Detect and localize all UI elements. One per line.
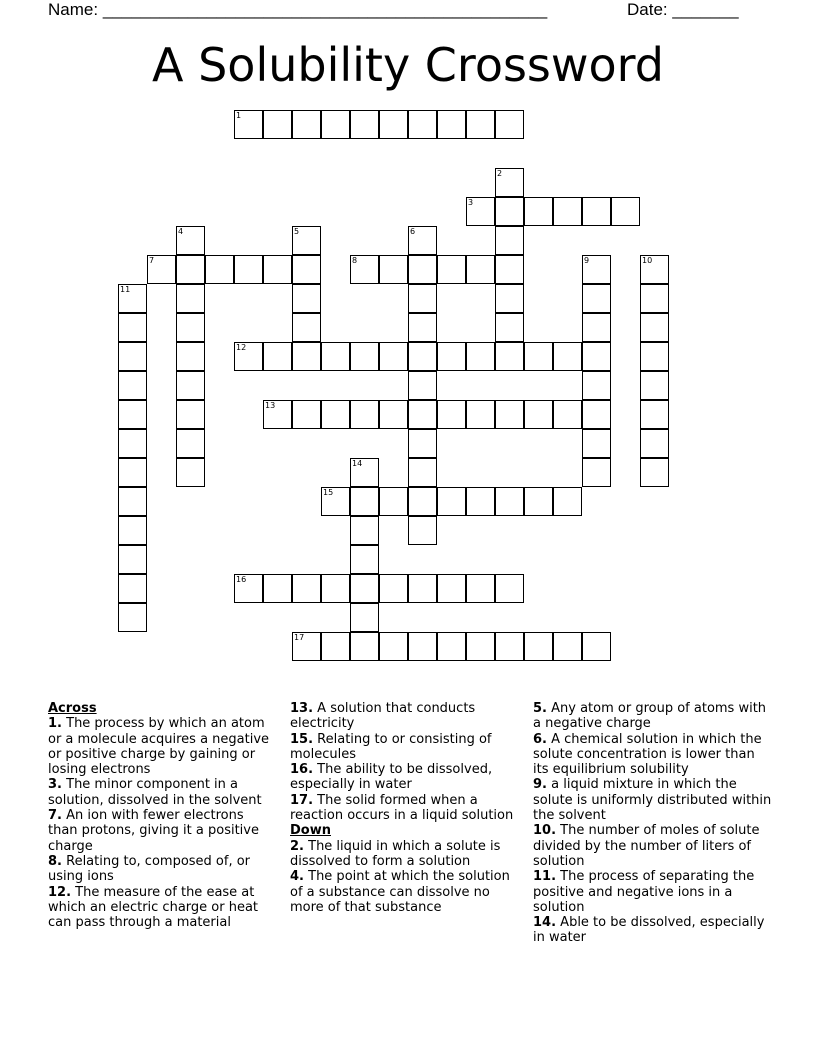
clue-down-10: 10. The number of moles of solute divided by the number of liters of solution bbox=[533, 823, 760, 869]
grid-cell[interactable] bbox=[495, 226, 524, 255]
grid-cell[interactable] bbox=[553, 342, 582, 371]
grid-cell[interactable] bbox=[495, 400, 524, 429]
grid-cell[interactable] bbox=[176, 255, 205, 284]
cell-number: 17 bbox=[294, 633, 305, 642]
grid-cell[interactable] bbox=[118, 400, 147, 429]
grid-cell[interactable] bbox=[350, 574, 379, 603]
grid-cell[interactable] bbox=[176, 400, 205, 429]
clue-down-9: 9. a liquid mixture in which the solute is uniformly distributed within the solvent bbox=[533, 777, 772, 824]
grid-cell[interactable] bbox=[176, 371, 205, 400]
grid-cell[interactable] bbox=[205, 255, 234, 284]
grid-cell[interactable] bbox=[408, 226, 437, 255]
cell-number: 3 bbox=[468, 198, 474, 207]
grid-cell[interactable] bbox=[350, 516, 379, 545]
grid-cell[interactable] bbox=[495, 168, 524, 197]
grid-cell[interactable] bbox=[495, 284, 524, 313]
grid-cell[interactable] bbox=[321, 400, 350, 429]
grid-cell[interactable] bbox=[118, 516, 147, 545]
grid-cell[interactable] bbox=[292, 313, 321, 342]
grid-cell[interactable] bbox=[553, 197, 582, 226]
grid-cell[interactable] bbox=[379, 342, 408, 371]
cell-number: 8 bbox=[352, 256, 358, 265]
grid-cell[interactable] bbox=[408, 487, 437, 516]
grid-cell[interactable] bbox=[118, 458, 147, 487]
grid-cell[interactable] bbox=[263, 400, 292, 429]
grid-cell[interactable] bbox=[350, 632, 379, 661]
grid-cell[interactable] bbox=[408, 284, 437, 313]
grid-cell[interactable] bbox=[408, 255, 437, 284]
grid-cell[interactable] bbox=[321, 110, 350, 139]
grid-cell[interactable] bbox=[292, 632, 321, 661]
grid-cell[interactable] bbox=[495, 197, 524, 226]
grid-cell[interactable] bbox=[408, 574, 437, 603]
grid-cell[interactable] bbox=[292, 226, 321, 255]
grid-cell[interactable] bbox=[437, 574, 466, 603]
grid-cell[interactable] bbox=[292, 342, 321, 371]
cell-number: 11 bbox=[120, 285, 131, 294]
clue-column-1 bbox=[48, 701, 276, 930]
grid-cell[interactable] bbox=[495, 632, 524, 661]
grid-cell[interactable] bbox=[466, 632, 495, 661]
clue-across-17: 17. The solid formed when a reaction occurs in a liquid solution bbox=[290, 792, 514, 824]
grid-cell[interactable] bbox=[176, 226, 205, 255]
grid-cell[interactable] bbox=[524, 197, 553, 226]
cell-number: 5 bbox=[294, 227, 300, 236]
clue-across-12: 12. The measure of the ease at which an electric charge or heat can pass through a material bbox=[48, 884, 259, 931]
grid-cell[interactable] bbox=[437, 342, 466, 371]
grid-cell[interactable] bbox=[524, 632, 553, 661]
date-blank[interactable]: _______ bbox=[672, 0, 739, 19]
cell-number: 15 bbox=[323, 488, 334, 497]
grid-cell[interactable] bbox=[118, 545, 147, 574]
grid-cell[interactable] bbox=[118, 371, 147, 400]
clue-across-1: 1. The process by which an atom or a molecule acquires a negative or positive charge by gaining or losing electrons bbox=[48, 716, 270, 778]
grid-cell[interactable] bbox=[350, 545, 379, 574]
clue-across-16: 16. The ability to be dissolved, especially in water bbox=[290, 762, 493, 793]
cell-number: 4 bbox=[178, 227, 184, 236]
grid-cell[interactable] bbox=[466, 255, 495, 284]
grid-cell[interactable] bbox=[292, 110, 321, 139]
grid-cell[interactable] bbox=[553, 632, 582, 661]
grid-cell[interactable] bbox=[466, 197, 495, 226]
cell-number: 6 bbox=[410, 227, 416, 236]
grid-cell[interactable] bbox=[234, 110, 263, 139]
grid-cell[interactable] bbox=[118, 574, 147, 603]
grid-cell[interactable] bbox=[408, 400, 437, 429]
grid-cell[interactable] bbox=[321, 574, 350, 603]
clue-down-14: 14. Able to be dissolved, especially in water bbox=[533, 915, 765, 946]
clue-column-2 bbox=[290, 701, 526, 915]
grid-cell[interactable] bbox=[350, 110, 379, 139]
grid-cell[interactable] bbox=[640, 284, 669, 313]
grid-cell[interactable] bbox=[408, 458, 437, 487]
grid-cell[interactable] bbox=[118, 342, 147, 371]
grid-cell[interactable] bbox=[408, 632, 437, 661]
grid-cell[interactable] bbox=[524, 400, 553, 429]
grid-cell[interactable] bbox=[495, 110, 524, 139]
grid-cell[interactable] bbox=[466, 574, 495, 603]
cell-number: 13 bbox=[265, 401, 276, 410]
grid-cell[interactable] bbox=[292, 255, 321, 284]
grid-cell[interactable] bbox=[466, 487, 495, 516]
grid-cell[interactable] bbox=[640, 400, 669, 429]
down-heading: Down bbox=[290, 823, 331, 839]
grid-cell[interactable] bbox=[176, 342, 205, 371]
grid-cell[interactable] bbox=[582, 313, 611, 342]
grid-cell[interactable] bbox=[350, 458, 379, 487]
grid-cell[interactable] bbox=[176, 284, 205, 313]
grid-cell[interactable] bbox=[263, 255, 292, 284]
grid-cell[interactable] bbox=[379, 110, 408, 139]
grid-cell[interactable] bbox=[234, 255, 263, 284]
grid-cell[interactable] bbox=[495, 342, 524, 371]
grid-cell[interactable] bbox=[582, 371, 611, 400]
grid-cell[interactable] bbox=[176, 313, 205, 342]
clue-down-4: 4. The point at which the solution of a substance can dissolve no more of that substance bbox=[290, 869, 510, 915]
clue-down-11: 11. The process of separating the positive and negative ions in a solution bbox=[533, 869, 755, 915]
grid-cell[interactable] bbox=[640, 458, 669, 487]
grid-cell[interactable] bbox=[118, 284, 147, 313]
grid-cell[interactable] bbox=[176, 458, 205, 487]
grid-cell[interactable] bbox=[466, 110, 495, 139]
grid-cell[interactable] bbox=[495, 313, 524, 342]
grid-cell[interactable] bbox=[263, 110, 292, 139]
grid-cell[interactable] bbox=[524, 487, 553, 516]
clue-across-8: 8. Relating to, composed of, or using ions bbox=[48, 853, 251, 885]
clue-down-2: 2. The liquid in which a solute is dissolved to form a solution bbox=[290, 838, 501, 869]
grid-cell[interactable] bbox=[118, 313, 147, 342]
grid-cell[interactable] bbox=[263, 574, 292, 603]
grid-cell[interactable] bbox=[466, 400, 495, 429]
grid-cell[interactable] bbox=[495, 487, 524, 516]
cell-number: 7 bbox=[149, 256, 155, 265]
grid-cell[interactable] bbox=[379, 574, 408, 603]
grid-cell[interactable] bbox=[437, 632, 466, 661]
across-heading: Across bbox=[48, 701, 97, 716]
grid-cell[interactable] bbox=[118, 603, 147, 632]
grid-cell[interactable] bbox=[582, 429, 611, 458]
grid-cell[interactable] bbox=[582, 632, 611, 661]
cell-number: 2 bbox=[497, 169, 503, 178]
grid-cell[interactable] bbox=[437, 487, 466, 516]
date-label: Date: bbox=[627, 0, 668, 19]
grid-cell[interactable] bbox=[292, 284, 321, 313]
cell-number: 1 bbox=[236, 111, 242, 120]
grid-cell[interactable] bbox=[234, 574, 263, 603]
grid-cell[interactable] bbox=[350, 400, 379, 429]
grid-cell[interactable] bbox=[379, 255, 408, 284]
grid-cell[interactable] bbox=[408, 313, 437, 342]
grid-cell[interactable] bbox=[408, 516, 437, 545]
grid-cell[interactable] bbox=[350, 603, 379, 632]
grid-cell[interactable] bbox=[350, 487, 379, 516]
grid-cell[interactable] bbox=[640, 371, 669, 400]
grid-cell[interactable] bbox=[234, 342, 263, 371]
clue-down-5: 5. Any atom or group of atoms with a negative charge bbox=[533, 701, 767, 732]
grid-cell[interactable] bbox=[408, 429, 437, 458]
grid-cell[interactable] bbox=[321, 487, 350, 516]
name-label: Name: bbox=[48, 0, 99, 19]
cell-number: 16 bbox=[236, 575, 247, 584]
grid-cell[interactable] bbox=[466, 342, 495, 371]
grid-cell[interactable] bbox=[582, 284, 611, 313]
grid-cell[interactable] bbox=[408, 110, 437, 139]
grid-cell[interactable] bbox=[408, 371, 437, 400]
grid-cell[interactable] bbox=[437, 110, 466, 139]
grid-cell[interactable] bbox=[611, 197, 640, 226]
clue-down-6: 6. A chemical solution in which the solute concentration is lower than its equilibrium solubility bbox=[533, 731, 762, 778]
grid-cell[interactable] bbox=[379, 400, 408, 429]
name-blank[interactable]: _______________________________________________ bbox=[102, 0, 548, 19]
grid-cell[interactable] bbox=[292, 574, 321, 603]
grid-cell[interactable] bbox=[640, 429, 669, 458]
cell-number: 12 bbox=[236, 343, 247, 352]
grid-cell[interactable] bbox=[640, 313, 669, 342]
grid-cell[interactable] bbox=[437, 400, 466, 429]
grid-cell[interactable] bbox=[640, 342, 669, 371]
grid-cell[interactable] bbox=[495, 255, 524, 284]
clue-across-7: 7. An ion with fewer electrons than protons, giving it a positive charge bbox=[48, 808, 259, 854]
grid-cell[interactable] bbox=[147, 255, 176, 284]
cell-number: 14 bbox=[352, 459, 363, 468]
grid-cell[interactable] bbox=[495, 574, 524, 603]
grid-cell[interactable] bbox=[553, 487, 582, 516]
grid-cell[interactable] bbox=[118, 429, 147, 458]
grid-cell[interactable] bbox=[582, 458, 611, 487]
page-title: A Solubility Crossword bbox=[152, 38, 664, 92]
grid-cell[interactable] bbox=[321, 632, 350, 661]
grid-cell[interactable] bbox=[524, 342, 553, 371]
clue-across-3: 3. The minor component in a solution, dissolved in the solvent bbox=[48, 777, 262, 808]
grid-cell[interactable] bbox=[379, 632, 408, 661]
clue-across-15: 15. Relating to or consisting of molecules bbox=[290, 731, 492, 762]
grid-cell[interactable] bbox=[379, 487, 408, 516]
grid-cell[interactable] bbox=[582, 197, 611, 226]
cell-number: 9 bbox=[584, 256, 590, 265]
grid-cell[interactable] bbox=[582, 400, 611, 429]
clue-column-3 bbox=[533, 701, 773, 946]
grid-cell[interactable] bbox=[176, 429, 205, 458]
grid-cell[interactable] bbox=[408, 342, 437, 371]
grid-cell[interactable] bbox=[350, 255, 379, 284]
grid-cell[interactable] bbox=[640, 255, 669, 284]
grid-cell[interactable] bbox=[118, 487, 147, 516]
grid-cell[interactable] bbox=[350, 342, 379, 371]
grid-cell[interactable] bbox=[582, 255, 611, 284]
grid-cell[interactable] bbox=[582, 342, 611, 371]
grid-cell[interactable] bbox=[292, 400, 321, 429]
grid-cell[interactable] bbox=[321, 342, 350, 371]
grid-cell[interactable] bbox=[553, 400, 582, 429]
grid-cell[interactable] bbox=[437, 255, 466, 284]
grid-cell[interactable] bbox=[263, 342, 292, 371]
cell-number: 10 bbox=[642, 256, 653, 265]
clue-across-13: 13. A solution that conducts electricity bbox=[290, 701, 476, 732]
